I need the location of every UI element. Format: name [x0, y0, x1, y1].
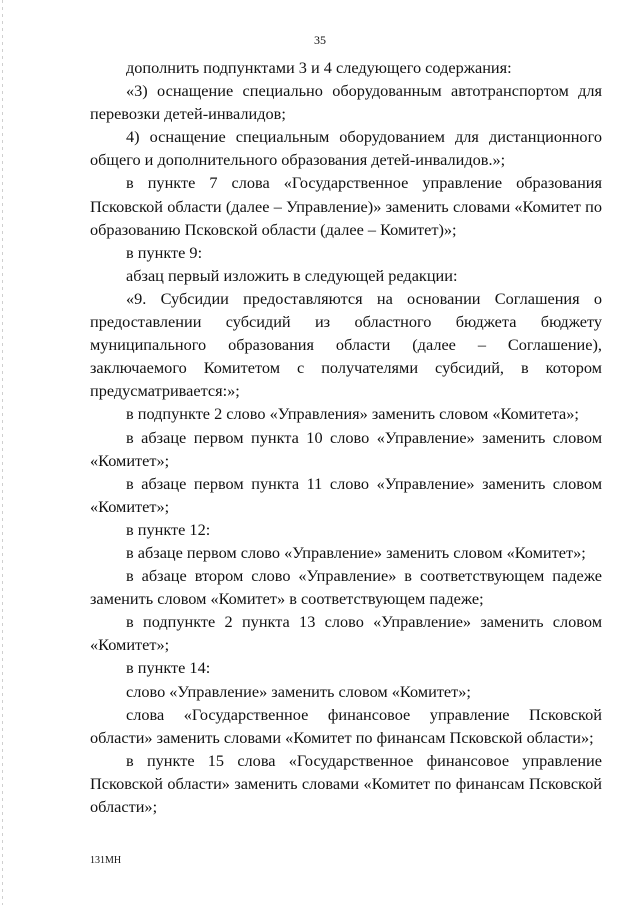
paragraph: слова «Государственное финансовое управление Псковской области» заменить словами «Комитет по финансам Псковской области»;	[90, 704, 602, 747]
paragraph: дополнить подпунктами 3 и 4 следующего содержания:	[126, 58, 512, 77]
paragraph: в пункте 7 слова «Государственное управление образования Псковской области (далее – Управление)» заменить словами «Комитет по образованию Псковской области (далее – Комитет)»;	[90, 173, 602, 239]
paragraph: в абзаце первом слово «Управление» заменить словом «Комитет»;	[126, 542, 586, 562]
paragraph: в пункте 15 слова «Государственное финансовое управление Псковской области» заменить словами «Комитет по финансам Псковской области»;	[90, 750, 602, 816]
paragraph: в подпункте 2 слово «Управления» заменить словом «Комитета»;	[126, 404, 579, 424]
paragraph: слово «Управление» заменить словом «Комитет»;	[126, 681, 471, 701]
paragraph: 4) оснащение специальным оборудованием для дистанционного общего и дополнительного образования детей-инвалидов.»;	[90, 127, 602, 170]
document-body	[90, 56, 602, 818]
paragraph: в пункте 12:	[126, 519, 211, 539]
paragraph: в абзаце первом пункта 11 слово «Управление» заменить словом «Комитет»;	[90, 473, 602, 516]
document-code: 131МН	[90, 855, 122, 866]
paragraph: в пункте 14:	[126, 658, 211, 678]
scan-edge-line	[2, 0, 3, 905]
paragraph: в подпункте 2 пункта 13 слово «Управление» заменить словом «Комитет»;	[90, 612, 602, 655]
paragraph: абзац первый изложить в следующей редакции:	[126, 265, 458, 285]
paragraph: в абзаце первом пункта 10 слово «Управление» заменить словом «Комитет»;	[90, 427, 602, 470]
page-number: 35	[314, 33, 326, 47]
paragraph: в пункте 9:	[126, 242, 203, 262]
paragraph: «9. Субсидии предоставляются на основании Соглашения о предоставлении субсидий из областного бюджета бюджету муниципального образования области (далее – Соглашение), заключаемого Комитетом с получателями субсидий, в котором предусматривается:»;	[90, 288, 602, 401]
paragraph: «3) оснащение специально оборудованным автотранспортом для перевозки детей-инвалидов;	[90, 81, 602, 124]
paragraph: в абзаце втором слово «Управление» в соответствующем падеже заменить словом «Комитет» в соответствующем падеже;	[90, 566, 602, 609]
